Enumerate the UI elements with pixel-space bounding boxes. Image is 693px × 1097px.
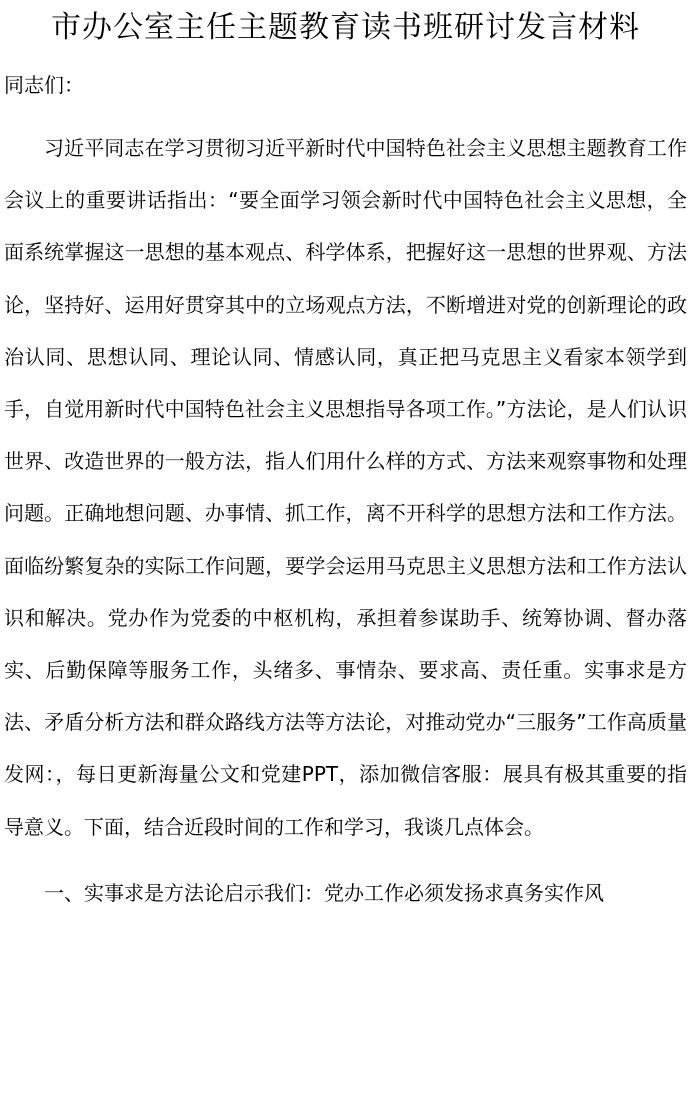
- body-paragraph-1: 习近平同志在学习贯彻习近平新时代中国特色社会主义思想主题教育工作会议上的重要讲话指出：“要全面学习领会新时代中国特色社会主义思想，全面系统掌握这一思想的基本观点、科学体系，把握好这一思想的世界观、方法论，坚持好、运用好贯穿其中的立场观点方法，不断增进对党的创新理论的政治认同、思想认同、理论认同、情感认同，真正把马克思主义看家本领学到手，自觉用新时代中国特色社会主义思想指导各项工作。”方法论，是人们认识世界、改造世界的一般方法，指人们用什么样的方式、方法来观察事物和处理问题。正确地想问题、办事情、抓工作，离不开科学的思想方法和工作方法。面临纷繁复杂的实际工作问题，要学会运用马克思主义思想方法和工作方法认识和解决。党办作为党委的中枢机构，承担着参谋助手、统筹协调、督办落实、后勤保障等服务工作，头绪多、事情杂、要求高、责任重。实事求是方法、矛盾分析方法和群众路线方法等方法论，对推动党办“三服务”工作高质量发网：，每日更新海量公文和党建PPT，添加微信客服：展具有极其重要的指导意义。下面，结合近段时间的工作和学习，我谈几点体会。: [4, 136, 687, 839]
- salutation: 同志们：: [4, 73, 84, 97]
- section-heading-1: 一、实事求是方法论启示我们：党办工作必须发扬求真务实作风: [44, 880, 604, 905]
- document-title: 市办公室主任主题教育读书班研讨发言材料: [51, 10, 640, 45]
